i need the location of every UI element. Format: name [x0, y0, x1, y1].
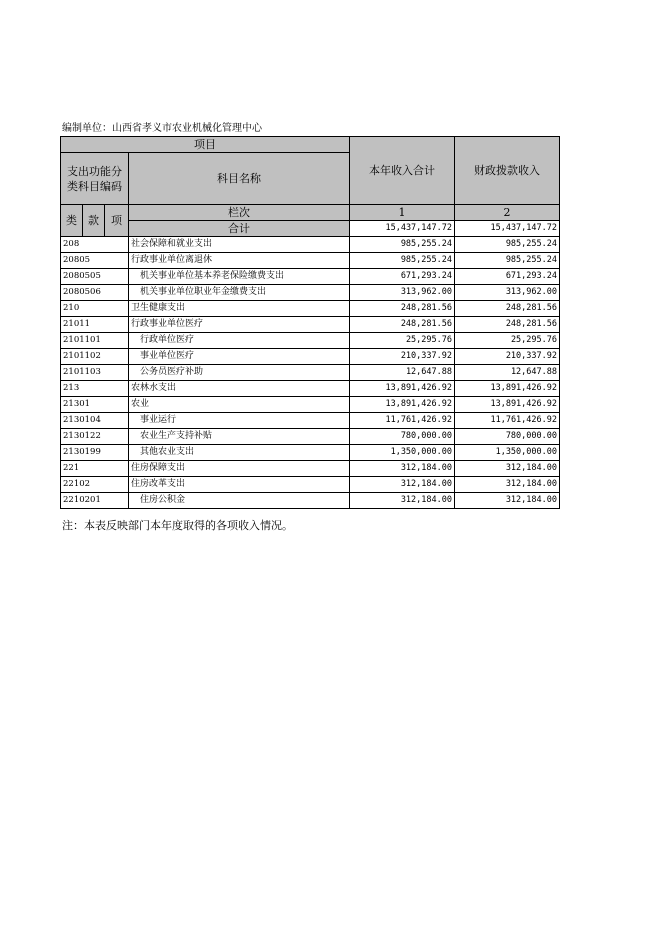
table-row: [61, 253, 560, 269]
table-row: [61, 349, 560, 365]
subject-name: 住房改革支出: [129, 477, 350, 493]
subject-code: 2130122: [61, 429, 129, 445]
fiscal-income-cell: 780,000.00: [455, 429, 560, 445]
table-row: [61, 397, 560, 413]
total-income-value: 15,437,147.72: [350, 221, 455, 237]
compiling-unit: 编制单位：山西省孝义市农业机械化管理中心: [62, 123, 262, 134]
subject-code: 21011: [61, 317, 129, 333]
subject-name: 行政事业单位离退休: [129, 253, 350, 269]
fiscal-income-cell: 671,293.24: [455, 269, 560, 285]
subject-code: 2210201: [61, 493, 129, 509]
lanci-header: 栏次: [129, 205, 350, 221]
subject-name: 公务员医疗补助: [129, 365, 350, 381]
subject-name: 社会保障和就业支出: [129, 237, 350, 253]
subject-name-header: 科目名称: [129, 153, 350, 205]
total-income-cell: 312,184.00: [350, 493, 455, 509]
subject-name: 农林水支出: [129, 381, 350, 397]
subject-code: 213: [61, 381, 129, 397]
subject-name: 农业生产支持补贴: [129, 429, 350, 445]
kuan-header: 款: [83, 205, 105, 237]
total-income-cell: 12,647.88: [350, 365, 455, 381]
table-row: [61, 365, 560, 381]
heji-label: 合计: [129, 221, 350, 237]
subject-code: 21301: [61, 397, 129, 413]
fiscal-income-cell: 12,647.88: [455, 365, 560, 381]
table-row: [61, 285, 560, 301]
total-income-cell: 780,000.00: [350, 429, 455, 445]
subject-name: 行政单位医疗: [129, 333, 350, 349]
total-income-cell: 313,962.00: [350, 285, 455, 301]
project-header: 项目: [61, 137, 350, 153]
subject-code: 221: [61, 461, 129, 477]
col-index-1: 1: [350, 205, 455, 221]
subject-code: 2101103: [61, 365, 129, 381]
table-row: [61, 381, 560, 397]
fiscal-income-cell: 312,184.00: [455, 461, 560, 477]
total-income-cell: 1,350,000.00: [350, 445, 455, 461]
table-note: 注：本表反映部门本年度取得的各项收入情况。: [62, 519, 293, 532]
col-total-income-header: 本年收入合计: [350, 137, 455, 205]
subject-name: 事业运行: [129, 413, 350, 429]
subject-code: 2130104: [61, 413, 129, 429]
subject-name: 住房保障支出: [129, 461, 350, 477]
lei-header: 类: [61, 205, 83, 237]
total-income-cell: 210,337.92: [350, 349, 455, 365]
table-row: [61, 445, 560, 461]
total-income-cell: 985,255.24: [350, 237, 455, 253]
table-row: [61, 461, 560, 477]
total-income-cell: 671,293.24: [350, 269, 455, 285]
fiscal-income-value: 15,437,147.72: [455, 221, 560, 237]
subject-name: 机关事业单位职业年金缴费支出: [129, 285, 350, 301]
subject-code: 2101102: [61, 349, 129, 365]
fiscal-income-cell: 248,281.56: [455, 317, 560, 333]
table-row: [61, 429, 560, 445]
subject-code: 2130199: [61, 445, 129, 461]
table-row: [61, 333, 560, 349]
total-income-cell: 312,184.00: [350, 461, 455, 477]
fiscal-income-cell: 312,184.00: [455, 493, 560, 509]
total-income-cell: 11,761,426.92: [350, 413, 455, 429]
fiscal-income-cell: 13,891,426.92: [455, 397, 560, 413]
fiscal-income-cell: 13,891,426.92: [455, 381, 560, 397]
total-income-cell: 25,295.76: [350, 333, 455, 349]
col-fiscal-income-header: 财政拨款收入: [455, 137, 560, 205]
fiscal-income-cell: 11,761,426.92: [455, 413, 560, 429]
subject-name: 住房公积金: [129, 493, 350, 509]
fiscal-income-cell: 313,962.00: [455, 285, 560, 301]
subject-name: 农业: [129, 397, 350, 413]
subject-code: 20805: [61, 253, 129, 269]
table-row: [61, 317, 560, 333]
xiang-header: 项: [105, 205, 129, 237]
fiscal-income-cell: 1,350,000.00: [455, 445, 560, 461]
fiscal-income-cell: 248,281.56: [455, 301, 560, 317]
subject-code: 2080505: [61, 269, 129, 285]
total-income-cell: 312,184.00: [350, 477, 455, 493]
total-income-cell: 13,891,426.92: [350, 397, 455, 413]
subject-code: 210: [61, 301, 129, 317]
col-index-2: 2: [455, 205, 560, 221]
func-code-header: 支出功能分类科目编码: [61, 153, 129, 205]
table-row: [61, 269, 560, 285]
table-row: [61, 237, 560, 253]
subject-code: 2101101: [61, 333, 129, 349]
subject-code: 22102: [61, 477, 129, 493]
subject-code: 208: [61, 237, 129, 253]
table-row: [61, 413, 560, 429]
fiscal-income-cell: 985,255.24: [455, 237, 560, 253]
total-income-cell: 248,281.56: [350, 301, 455, 317]
income-table: [60, 136, 560, 509]
fiscal-income-cell: 210,337.92: [455, 349, 560, 365]
table-row: [61, 477, 560, 493]
subject-name: 其他农业支出: [129, 445, 350, 461]
subject-name: 机关事业单位基本养老保险缴费支出: [129, 269, 350, 285]
subject-name: 行政事业单位医疗: [129, 317, 350, 333]
subject-name: 事业单位医疗: [129, 349, 350, 365]
total-income-cell: 248,281.56: [350, 317, 455, 333]
fiscal-income-cell: 312,184.00: [455, 477, 560, 493]
subject-code: 2080506: [61, 285, 129, 301]
fiscal-income-cell: 985,255.24: [455, 253, 560, 269]
subject-name: 卫生健康支出: [129, 301, 350, 317]
table-row: [61, 301, 560, 317]
total-income-cell: 985,255.24: [350, 253, 455, 269]
total-income-cell: 13,891,426.92: [350, 381, 455, 397]
table-row: [61, 493, 560, 509]
fiscal-income-cell: 25,295.76: [455, 333, 560, 349]
